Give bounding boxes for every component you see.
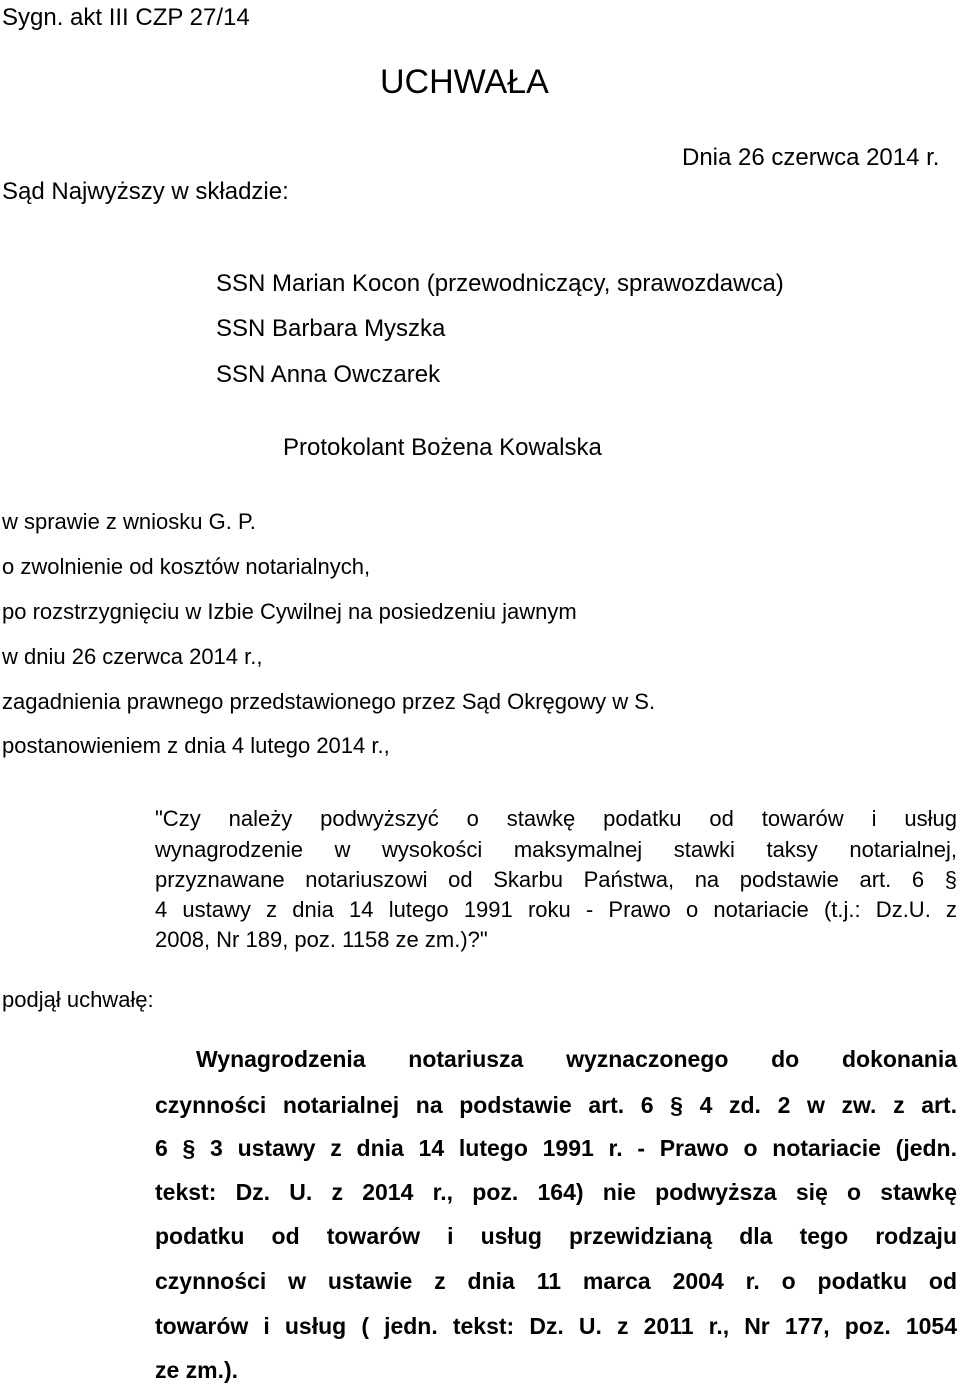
resolution-line: tekst: Dz. U. z 2014 r., poz. 164) nie podwyższa się o stawkę: [155, 1179, 957, 1205]
question-line: "Czy należy podwyższyć o stawkę podatku od towarów i usług: [155, 806, 957, 831]
resolution-line: towarów i usług ( jedn. tekst: Dz. U. z 2011 r., Nr 177, poz. 1054: [155, 1313, 957, 1339]
resolution-line: Wynagrodzenia notariusza wyznaczonego do dokonania: [196, 1046, 957, 1072]
judge-third: SSN Anna Owczarek: [216, 361, 441, 388]
court-composition-label: Sąd Najwyższy w składzie:: [2, 178, 289, 205]
resolution-line: czynności w ustawie z dnia 11 marca 2004 r. o podatku od: [155, 1268, 957, 1294]
question-line: wynagrodzenie w wysokości maksymalnej stawki taksy notarialnej,: [155, 837, 957, 862]
judge-second: SSN Barbara Myszka: [216, 315, 446, 342]
recorder: Protokolant Bożena Kowalska: [283, 434, 602, 461]
question-line: 4 ustawy z dnia 14 lutego 1991 roku - Prawo o notariacie (t.j.: Dz.U. z: [155, 897, 957, 922]
case-number: Sygn. akt III CZP 27/14: [2, 4, 250, 31]
document-title: UCHWAŁA: [380, 63, 549, 101]
case-detail-line: o zwolnienie od kosztów notarialnych,: [2, 554, 371, 579]
case-detail-line: w dniu 26 czerwca 2014 r.,: [2, 644, 263, 669]
judge-presiding: SSN Marian Kocon (przewodniczący, sprawozdawca): [216, 270, 784, 297]
case-detail-line: po rozstrzygnięciu w Izbie Cywilnej na posiedzeniu jawnym: [2, 599, 577, 624]
resolution-line: 6 § 3 ustawy z dnia 14 lutego 1991 r. - Prawo o notariacie (jedn.: [155, 1135, 957, 1161]
case-detail-line: postanowieniem z dnia 4 lutego 2014 r.,: [2, 733, 390, 758]
resolution-line: ze zm.).: [155, 1357, 239, 1383]
case-detail-line: w sprawie z wniosku G. P.: [2, 509, 256, 534]
question-line: przyznawane notariuszowi od Skarbu Państwa, na podstawie art. 6 §: [155, 867, 957, 892]
resolution-line: czynności notarialnej na podstawie art. 6 § 4 zd. 2 w zw. z art.: [155, 1092, 957, 1118]
question-line: 2008, Nr 189, poz. 1158 ze zm.)?": [155, 927, 488, 952]
resolution-line: podatku od towarów i usług przewidzianą dla tego rodzaju: [155, 1223, 957, 1249]
document-date: Dnia 26 czerwca 2014 r.: [682, 144, 940, 171]
case-detail-line: zagadnienia prawnego przedstawionego przez Sąd Okręgowy w S.: [2, 689, 656, 714]
resolution-label: podjął uchwałę:: [2, 987, 154, 1012]
